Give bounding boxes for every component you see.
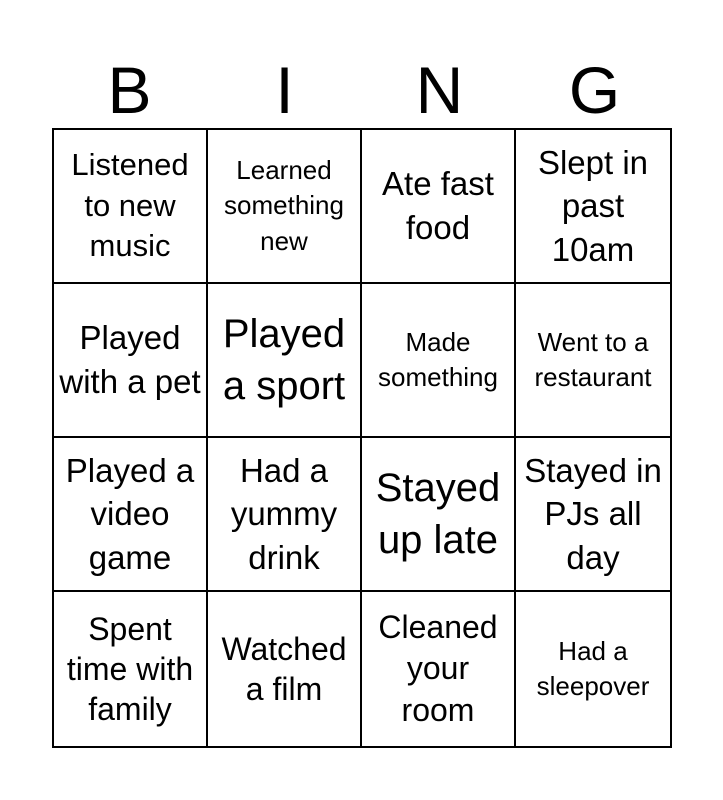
bingo-cell-text: Stayed up late xyxy=(375,466,501,562)
header-letter-i: I xyxy=(275,53,294,127)
bingo-cell[interactable] xyxy=(516,284,670,438)
bingo-cell[interactable] xyxy=(54,284,208,438)
bingo-cell-text: Had a sleepover xyxy=(536,635,650,701)
header-letter-b: B xyxy=(107,53,152,127)
bingo-cell-text: Played a sport xyxy=(222,312,346,408)
header-letter-g: G xyxy=(568,53,621,127)
bingo-cell-text: Had a yummy drink xyxy=(230,451,338,576)
bingo-cell[interactable] xyxy=(362,284,516,438)
bingo-cell[interactable] xyxy=(516,438,670,592)
bingo-cell[interactable] xyxy=(362,438,516,592)
bingo-cell-text: Made something xyxy=(378,326,498,392)
bingo-cell[interactable] xyxy=(208,284,362,438)
bingo-cell[interactable] xyxy=(208,592,362,746)
bingo-cell-text: Watched a film xyxy=(221,631,347,707)
bingo-cell[interactable] xyxy=(54,592,208,746)
header-letter-n: N xyxy=(415,53,464,127)
bingo-cell[interactable] xyxy=(516,130,670,284)
bingo-cell-text: Learned something new xyxy=(224,155,344,256)
bingo-cell-text: Played a video game xyxy=(65,451,195,576)
bingo-header xyxy=(52,52,672,128)
bingo-cell-text: Spent time with family xyxy=(66,611,194,727)
bingo-cell[interactable] xyxy=(208,130,362,284)
bingo-cell-text: Ate fast food xyxy=(382,165,494,246)
bingo-cell[interactable] xyxy=(208,438,362,592)
bingo-card-grid xyxy=(52,128,672,748)
bingo-cell[interactable] xyxy=(54,130,208,284)
bingo-cell-text: Played with a pet xyxy=(59,319,201,400)
bingo-cell[interactable] xyxy=(516,592,670,746)
bingo-cell[interactable] xyxy=(54,438,208,592)
bingo-cell[interactable] xyxy=(362,130,516,284)
bingo-cell-text: Stayed in PJs all day xyxy=(524,451,662,576)
bingo-cell-text: Listened to new music xyxy=(71,146,189,264)
bingo-cell-text: Cleaned your room xyxy=(378,608,498,728)
bingo-cell-text: Went to a restaurant xyxy=(534,326,652,392)
bingo-cell[interactable] xyxy=(362,592,516,746)
bingo-cell-text: Slept in past 10am xyxy=(537,143,649,268)
